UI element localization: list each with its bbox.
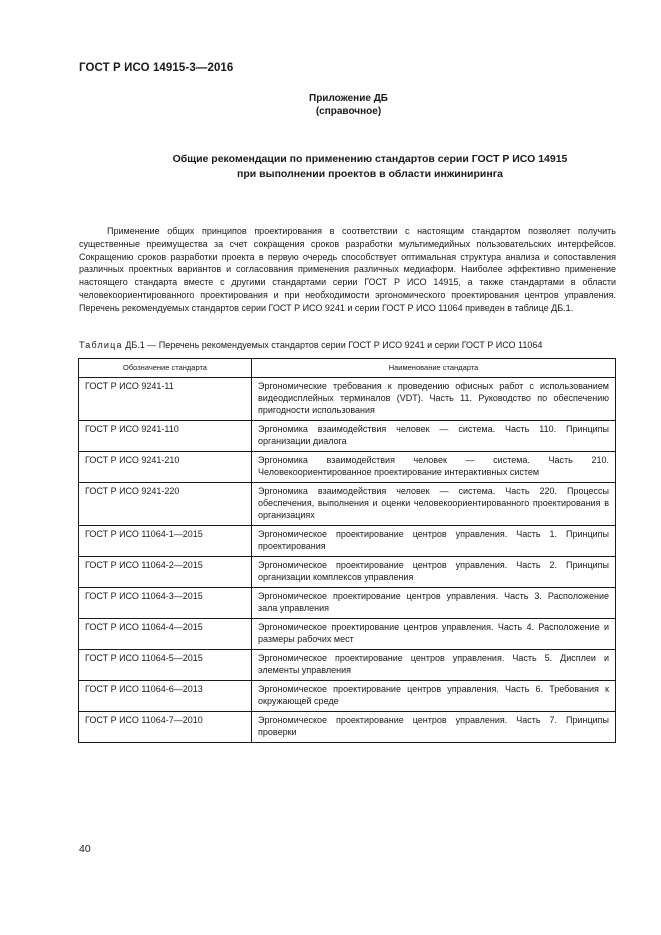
annex-heading xyxy=(0,92,661,118)
table-row xyxy=(79,712,616,743)
table-caption-text: ДБ.1 — Перечень рекомендуемых стандартов серии ГОСТ Р ИСО 9241 и серии ГОСТ Р ИСО 11064 xyxy=(125,340,543,350)
column-header-code: Обозначение стандарта xyxy=(79,359,252,378)
standard-code-cell: ГОСТ Р ИСО 11064-7—2010 xyxy=(79,712,252,743)
standard-code-cell: ГОСТ Р ИСО 9241-220 xyxy=(79,483,252,526)
standard-code-cell: ГОСТ Р ИСО 11064-6—2013 xyxy=(79,681,252,712)
document-title-line-2: при выполнении проектов в области инжиниринга xyxy=(237,168,503,180)
standard-name-cell: Эргономика взаимодействия человек — система. Часть 220. Процессы обеспечения, выполнения и оценки человекоориентированного проектирования в организациях xyxy=(252,483,616,526)
table-row xyxy=(79,557,616,588)
table-header-row xyxy=(79,359,616,378)
page-header-standard-code: ГОСТ Р ИСО 14915-3—2016 xyxy=(79,62,234,74)
annex-subtitle: (справочное) xyxy=(315,106,382,117)
standard-name-cell: Эргономическое проектирование центров управления. Часть 5. Дисплеи и элементы управления xyxy=(252,650,616,681)
standard-code-cell: ГОСТ Р ИСО 11064-5—2015 xyxy=(79,650,252,681)
document-title xyxy=(120,152,620,182)
column-header-name: Наименование стандарта xyxy=(252,359,616,378)
table-row xyxy=(79,421,616,452)
table-row xyxy=(79,650,616,681)
standard-code-cell: ГОСТ Р ИСО 11064-3—2015 xyxy=(79,588,252,619)
standard-name-cell: Эргономическое проектирование центров управления. Часть 4. Расположение и размеры рабочих мест xyxy=(252,619,616,650)
table-caption-label: Таблица xyxy=(79,340,123,350)
standard-code-cell: ГОСТ Р ИСО 11064-4—2015 xyxy=(79,619,252,650)
table-row xyxy=(79,483,616,526)
standard-code-cell: ГОСТ Р ИСО 9241-110 xyxy=(79,421,252,452)
table-row xyxy=(79,681,616,712)
standard-code-cell: ГОСТ Р ИСО 9241-11 xyxy=(79,378,252,421)
intro-section xyxy=(79,225,616,315)
table-caption xyxy=(79,340,619,350)
standard-name-cell: Эргономическое проектирование центров управления. Часть 2. Принципы организации комплексов управления xyxy=(252,557,616,588)
standard-name-cell: Эргономическое проектирование центров управления. Часть 7. Принципы проверки xyxy=(252,712,616,743)
table-row xyxy=(79,452,616,483)
standards-table xyxy=(78,358,616,743)
table-row xyxy=(79,526,616,557)
standard-name-cell: Эргономическое проектирование центров управления. Часть 1. Принципы проектирования xyxy=(252,526,616,557)
standard-code-cell: ГОСТ Р ИСО 11064-1—2015 xyxy=(79,526,252,557)
table-row xyxy=(79,619,616,650)
standard-name-cell: Эргономика взаимодействия человек — система. Часть 210. Человекоориентированное проектирование интерактивных систем xyxy=(252,452,616,483)
standard-code-cell: ГОСТ Р ИСО 11064-2—2015 xyxy=(79,557,252,588)
table-row xyxy=(79,588,616,619)
standard-name-cell: Эргономические требования к проведению офисных работ с использованием видеодисплейных терминалов (VDT). Часть 11. Руководство по обеспечению пригодности использования xyxy=(252,378,616,421)
table-row xyxy=(79,378,616,421)
standard-name-cell: Эргономическое проектирование центров управления. Часть 6. Требования к окружающей среде xyxy=(252,681,616,712)
standard-name-cell: Эргономическое проектирование центров управления. Часть 3. Расположение зала управления xyxy=(252,588,616,619)
annex-title: Приложение ДБ xyxy=(309,93,388,104)
document-title-line-1: Общие рекомендации по применению стандартов серии ГОСТ Р ИСО 14915 xyxy=(172,153,568,165)
intro-paragraph: Применение общих принципов проектирования в соответствии с настоящим стандартом позволяет получить существенные преимущества за счет сокращения сроков разработки мультимедийных пользовательских интерфейсов. Сокращению сроков разработки проекта в первую очередь способствует оптимальная структура анализа и сопоставления различных проектных вариантов и согласования применения различных медиаформ. Наиболее эффективно применение настоящего стандарта вместе с другими стандартами серии ГОСТ Р ИСО 14915, а также стандартами в области человекоориентированного проектирования и при необходимости эргономического проектирования центров управления. Перечень рекомендуемых стандартов серии ГОСТ Р ИСО 9241 и серии ГОСТ Р ИСО 11064 приведен в таблице ДБ.1. xyxy=(79,226,616,313)
standard-name-cell: Эргономика взаимодействия человек — система. Часть 110. Принципы организации диалога xyxy=(252,421,616,452)
page-number: 40 xyxy=(79,843,91,855)
standard-code-cell: ГОСТ Р ИСО 9241-210 xyxy=(79,452,252,483)
